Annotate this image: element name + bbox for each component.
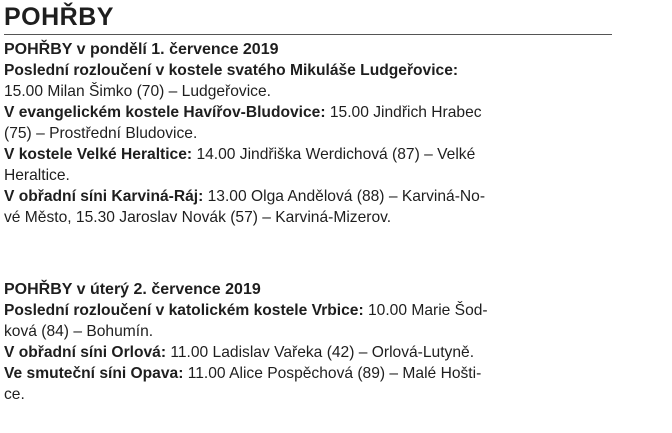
day-section-2: [4, 280, 624, 403]
entry-place: V obřadní síni Orlová:: [4, 344, 167, 361]
entry-text: vé Město, 15.30 Jaroslav Novák (57) – Karviná-Mizerov.: [4, 209, 392, 226]
entry-place: Poslední rozloučení v kostele svatého Mikuláše Ludgeřovice:: [4, 62, 459, 79]
day-title: POHŘBY v úterý 2. července 2019: [4, 281, 261, 298]
entry-text: 13.00 Olga Andělová (88) – Karviná-No-: [203, 188, 486, 205]
entry-text: (75) – Prostřední Bludovice.: [4, 125, 198, 142]
entry-place: Ve smuteční síni Opava:: [4, 365, 184, 382]
entry-place: V evangelickém kostele Havířov-Bludovice:: [4, 104, 326, 121]
entry-place: Poslední rozloučení v katolickém kostele Vrbice:: [4, 302, 364, 319]
entry-text: ková (84) – Bohumín.: [4, 323, 154, 340]
entry-text: 11.00 Alice Pospěchová (89) – Malé Hošti-: [183, 365, 482, 382]
entry-text: 14.00 Jindřiška Werdichová (87) – Velké: [192, 146, 476, 163]
entry-place: V kostele Velké Heraltice:: [4, 146, 193, 163]
cut-off-line: [4, 384, 624, 403]
funeral-entry: [4, 186, 624, 228]
section-masthead: POHŘBY: [4, 3, 114, 31]
entry-text: 10.00 Marie Šod-: [363, 302, 488, 319]
funeral-entry: [4, 342, 624, 363]
entry-text: Heraltice.: [4, 167, 70, 184]
funeral-entry: [4, 144, 624, 186]
funeral-entry: [4, 363, 624, 384]
entry-text: ce.: [4, 386, 25, 403]
masthead-rule: [4, 34, 612, 35]
funeral-entry: [4, 60, 624, 102]
funeral-entry: [4, 102, 624, 144]
day-title: POHŘBY v pondělí 1. července 2019: [4, 41, 279, 58]
day-section-1: [4, 40, 624, 228]
entry-text: 11.00 Ladislav Vařeka (42) – Orlová-Lutyně.: [166, 344, 475, 361]
entry-place: V obřadní síni Karviná-Ráj:: [4, 188, 204, 205]
funeral-entry: [4, 300, 624, 342]
entry-text: 15.00 Milan Šimko (70) – Ludgeřovice.: [4, 83, 271, 100]
entry-text: 15.00 Jindřich Hrabec: [325, 104, 482, 121]
